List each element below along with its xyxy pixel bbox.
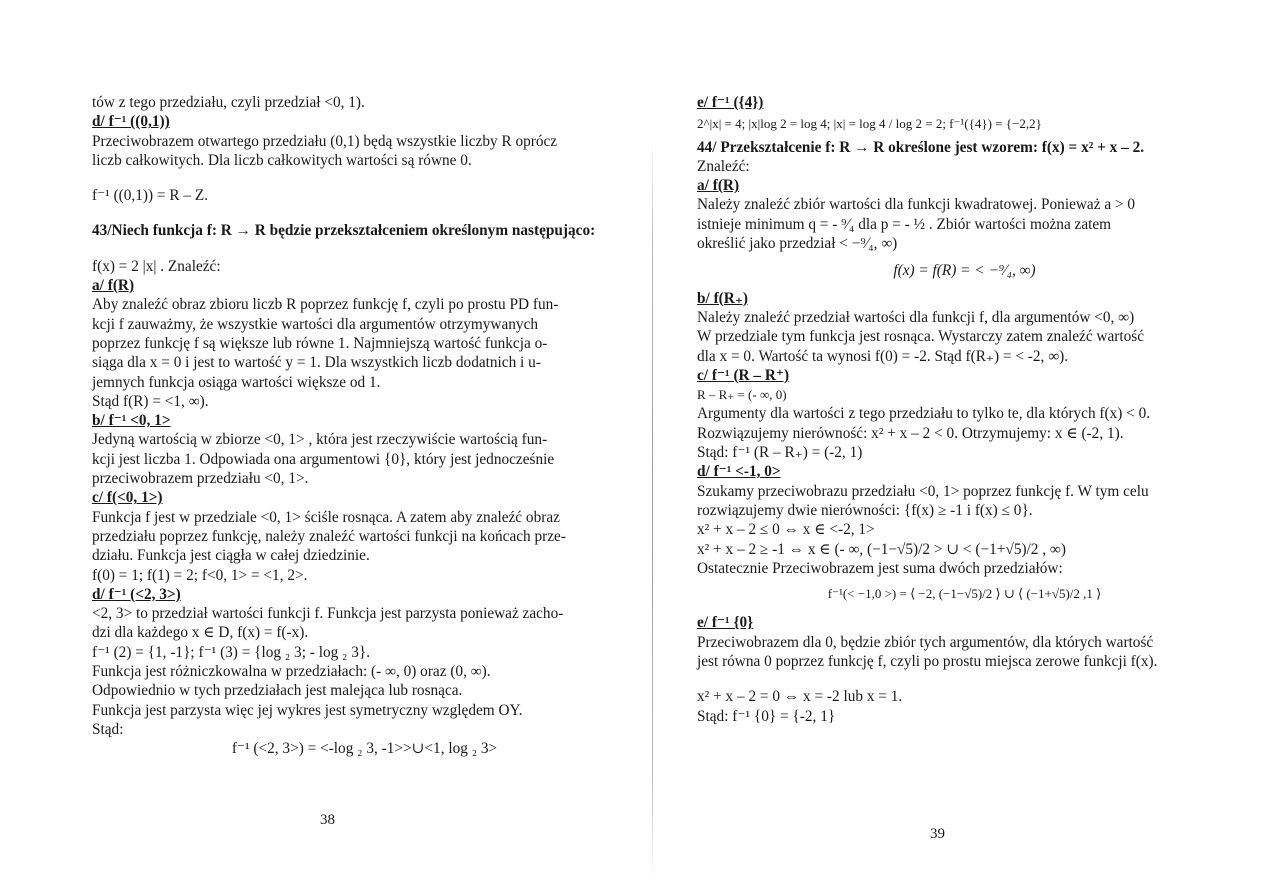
text-line: jemnych funkcja osiąga wartości większe od 1.: [92, 373, 381, 391]
text-line: Przeciwobrazem dla 0, będzie zbiór tych argumentów, dla których wartość: [697, 633, 1154, 651]
text-line: Funkcja jest różniczkowalna w przedziałach: (- ∞, 0) oraz (0, ∞).: [92, 663, 491, 681]
page-number-left: 38: [320, 812, 335, 828]
text-line: Argumenty dla wartości z tego przedziału to tylko te, dla których f(x) < 0.: [697, 405, 1151, 423]
text-line: Stąd f(R) = <1, ∞).: [92, 392, 209, 410]
formula-line: f⁻¹(< −1,0 >) = ⟨ −2, (−1−√5)/2 ⟩ ∪ ⟨ (−1+√5)/2 ,1 ⟩: [827, 586, 1102, 602]
text-line: kcji jest liczba 1. Odpowiada ona argumentowi {0}, który jest jednocześnie: [92, 450, 555, 468]
text-line: <2, 3> to przedział wartości funkcji f. Funkcja jest parzysta ponieważ zacho-: [92, 605, 564, 623]
text-line: kcji f zauważmy, że wszystkie wartości dla argumentów otrzymywanych: [92, 315, 539, 333]
left-page: [92, 93, 637, 759]
formula-line: R – R₊ = (- ∞, 0): [697, 387, 787, 403]
formula-line: f⁻¹ (2) = {1, -1}; f⁻¹ (3) = {log ₂ 3; - log ₂ 3}.: [92, 643, 371, 661]
text-line: Należy znaleźć przedział wartości dla funkcji f, dla argumentów <0, ∞): [697, 308, 1135, 326]
text-line: W przedziale tym funkcja jest rosnąca. Wystarczy zatem znaleźć wartość: [697, 328, 1145, 346]
formula-line: f(0) = 1; f(1) = 2; f<0, 1> = <1, 2>.: [92, 566, 308, 584]
text-line: Jedyną wartością w zbiorze <0, 1> , która jest rzeczywiście wartością fun-: [92, 431, 548, 449]
subsection-heading: d/ f⁻¹ (<2, 3>): [92, 585, 181, 603]
spacer: [697, 671, 1232, 687]
problem-heading: 43/Niech funkcja f: R → R będzie przekształceniem określonym następująco:: [92, 222, 596, 240]
text-line: Aby znaleźć obraz zbioru liczb R poprzez funkcję f, czyli po prostu PD fun-: [92, 296, 559, 314]
text-line: Ostatecznie Przeciwobrazem jest suma dwóch przedziałów:: [697, 559, 1063, 577]
text-line: poprzez funkcję f są większe lub równe 1. Najmniejszą wartość funkcja o-: [92, 334, 548, 352]
text-line: Szukamy przeciwobrazu przedziału <0, 1> poprzez funkcję f. W tym celu: [697, 482, 1149, 500]
spacer: [92, 205, 637, 221]
text-line: dzi dla każdego x ∈ D, f(x) = f(-x).: [92, 624, 309, 642]
text-line: określić jako przedział < −⁹⁄₄, ∞): [697, 235, 898, 253]
formula-line: f(x) = f(R) = < −⁹⁄₄, ∞): [893, 262, 1036, 280]
text-line: siąga dla x = 0 i jest to wartość y = 1. Dla wszystkich liczb dodatnich i u-: [92, 354, 541, 372]
problem-heading: 44/ Przekształcenie f: R → R określone jest wzorem: f(x) = x² + x – 2.: [697, 138, 1145, 156]
text-line: przeciwobrazem przedziału <0, 1>.: [92, 470, 309, 488]
right-page: [697, 93, 1232, 726]
subsection-heading: e/ f⁻¹ {0}: [697, 614, 754, 632]
text-line: Funkcja f jest w przedziale <0, 1> ściśle rosnąca. A zatem aby znaleźć obraz: [92, 508, 560, 526]
formula-line: x² + x – 2 ≤ 0 ⇔ x ∈ <-2, 1>: [697, 521, 875, 539]
page-number-right: 39: [930, 826, 945, 842]
formula-line: 2^|x| = 4; |x|log 2 = log 4; |x| = log 4 / log 2 = 2; f⁻¹({4}) = {−2,2}: [697, 116, 1042, 132]
text-line: istnieje minimum q = - ⁹⁄₄ dla p = - ½ . Zbiór wartości można zatem: [697, 215, 1112, 233]
book-spine: [652, 140, 653, 880]
text-line: działu. Funkcja jest ciągła w całej dziedzinie.: [92, 547, 370, 565]
text-line: Rozwiązujemy nierówność: x² + x – 2 < 0. Otrzymujemy: x ∈ (-2, 1).: [697, 424, 1124, 442]
text-line: dla x = 0. Wartość ta wynosi f(0) = -2. Stąd f(R₊) = < -2, ∞).: [697, 347, 1069, 365]
subsection-heading: d/ f⁻¹ ((0,1)): [92, 113, 170, 131]
subsection-heading: e/ f⁻¹ ({4}): [697, 94, 764, 111]
subsection-heading: b/ f⁻¹ <0, 1>: [92, 412, 171, 430]
subsection-heading: c/ f⁻¹ (R – R⁺): [697, 366, 790, 384]
text-line: tów z tego przedziału, czyli przedział <0, 1).: [92, 94, 365, 111]
text-line: Funkcja jest parzysta więc jej wykres jest symetryczny względem OY.: [92, 701, 523, 719]
spacer: [92, 170, 637, 186]
spacer: [92, 241, 637, 257]
subsection-heading: d/ f⁻¹ <-1, 0>: [697, 463, 781, 481]
text-line: Odpowiednio w tych przedziałach jest malejąca lub rosnąca.: [92, 682, 463, 700]
text-line: Znaleźć:: [697, 157, 750, 175]
formula-line: f(x) = 2 |x| . Znaleźć:: [92, 257, 221, 275]
subsection-heading: c/ f(<0, 1>): [92, 489, 163, 507]
text-line: Należy znaleźć zbiór wartości dla funkcji kwadratowej. Ponieważ a > 0: [697, 196, 1136, 214]
subsection-heading: b/ f(R₊): [697, 289, 748, 307]
formula-line: x² + x – 2 = 0 ⇔ x = -2 lub x = 1.: [697, 688, 903, 706]
text-line: rozwiązujemy dwie nierówności: {f(x) ≥ -1 i f(x) ≤ 0}.: [697, 501, 1033, 519]
text-line: Stąd: f⁻¹ {0} = {-2, 1}: [697, 707, 836, 725]
formula-line: x² + x – 2 ≥ -1 ⇔ x ∈ (- ∞, (−1−√5)/2 > ∪ < (−1+√5)/2 , ∞): [697, 540, 1066, 558]
subsection-heading: a/ f(R): [697, 177, 740, 195]
text-line: przedziału poprzez funkcję, należy znaleźć wartości funkcji na końcach prze-: [92, 527, 566, 545]
text-line: liczb całkowitych. Dla liczb całkowitych wartości są równe 0.: [92, 151, 472, 169]
formula-line: f⁻¹ ((0,1)) = R – Z.: [92, 187, 209, 205]
text-line: Stąd:: [92, 720, 124, 738]
formula-line: f⁻¹ (<2, 3>) = <-log ₂ 3, -1>>∪<1, log ₂ 3>: [231, 740, 498, 758]
text-line: Stąd: f⁻¹ (R – R₊) = (-2, 1): [697, 444, 863, 462]
subsection-heading: a/ f(R): [92, 277, 135, 295]
text-line: Przeciwobrazem otwartego przedziału (0,1) będą wszystkie liczby R oprócz: [92, 132, 558, 150]
text-line: jest równa 0 poprzez funkcję f, czyli po prostu miejsca zerowe funkcji f(x).: [697, 653, 1158, 671]
